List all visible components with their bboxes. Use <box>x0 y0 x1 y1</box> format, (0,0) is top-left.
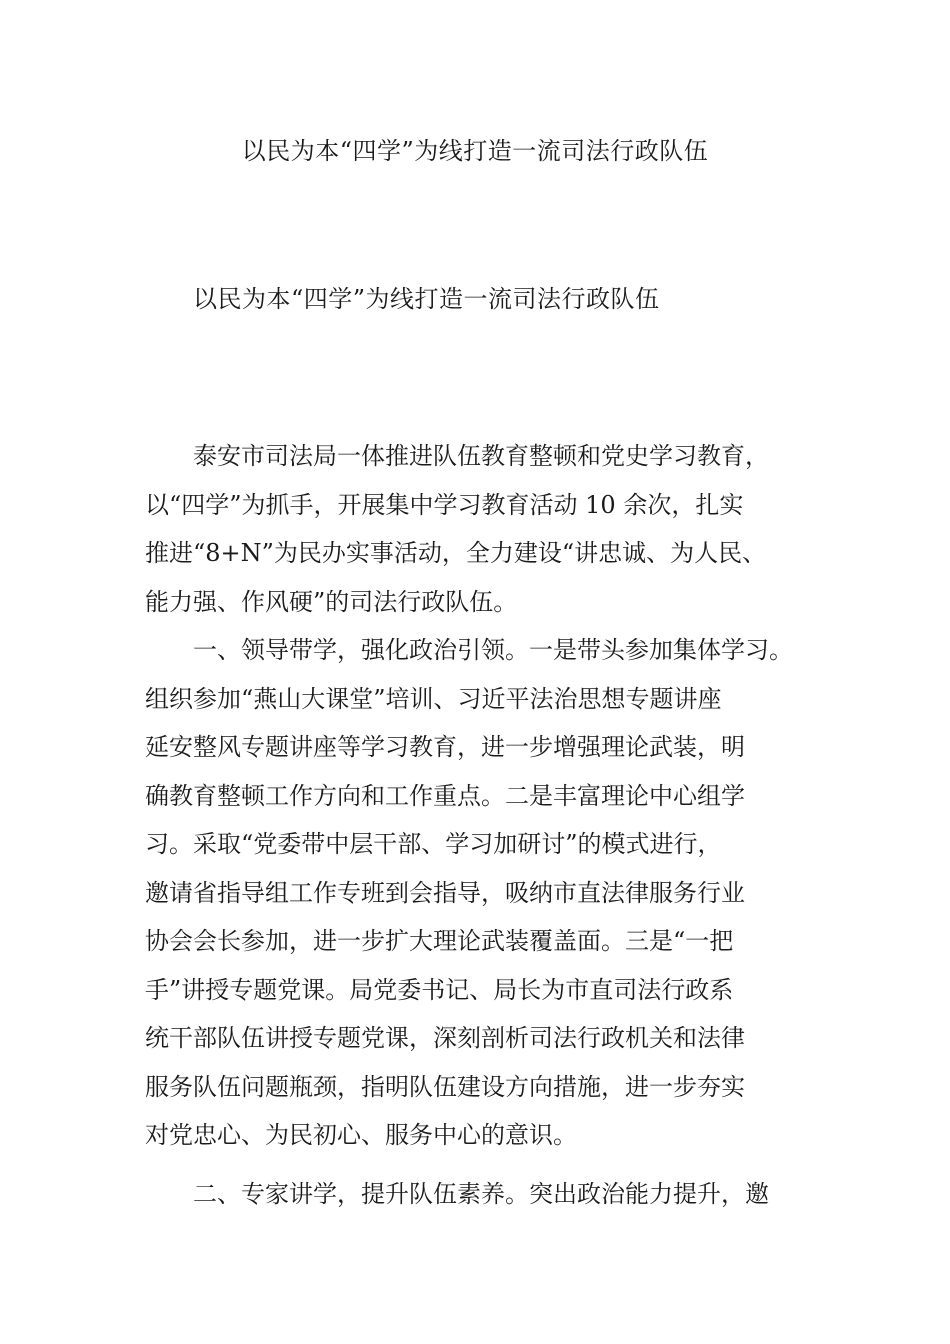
paragraph-line: 确教育整顿工作方向和工作重点。二是丰富理论中心组学 <box>145 781 745 810</box>
paragraph-line: 协会会长参加，进一步扩大理论武装覆盖面。三是“一把 <box>145 927 734 955</box>
paragraph-line: 对党忠心、为民初心、服务中心的意识。 <box>145 1121 577 1149</box>
paragraph-line: 邀请省指导组工作专班到会指导，吸纳市直法律服务行业 <box>145 878 745 907</box>
paragraph-line: 推进“8+N”为民办实事活动，全力建设“讲忠诚、为人民、 <box>145 539 767 567</box>
paragraph-line: 组织参加“燕山大课堂”培训、习近平法治思想专题讲座 <box>145 684 722 713</box>
paragraph-line: 一、领导带学，强化政治引领。一是带头参加集体学习。 <box>193 636 793 664</box>
paragraph-section-two <box>145 1170 835 1219</box>
paragraph-line: 服务队伍问题瓶颈，指明队伍建设方向措施，进一步夯实 <box>145 1072 745 1101</box>
paragraph-line: 二、专家讲学，提升队伍素养。突出政治能力提升，邀 <box>193 1179 769 1208</box>
paragraph-line: 延安整风专题讲座等学习教育，进一步增强理论武装，明 <box>145 733 745 761</box>
document-subtitle: 以民为本“四学”为线打造一流司法行政队伍 <box>193 285 660 313</box>
paragraph-intro <box>145 432 835 626</box>
paragraph-line: 以“四学”为抓手，开展集中学习教育活动 10 余次，扎实 <box>145 490 744 519</box>
paragraph-line: 统干部队伍讲授专题党课，深刻剖析司法行政机关和法律 <box>145 1024 745 1052</box>
document-body <box>145 432 835 1218</box>
paragraph-line: 泰安市司法局一体推进队伍教育整顿和党史学习教育， <box>193 442 769 470</box>
paragraph-line: 手”讲授专题党课。局党委书记、局长为市直司法行政系 <box>145 975 734 1004</box>
paragraph-section-one <box>145 626 835 1160</box>
document-title: 以民为本“四学”为线打造一流司法行政队伍 <box>241 137 709 165</box>
paragraph-line: 能力强、作风硬”的司法行政队伍。 <box>145 587 518 616</box>
paragraph-line: 习。采取“党委带中层干部、学习加研讨”的模式进行， <box>145 830 722 858</box>
